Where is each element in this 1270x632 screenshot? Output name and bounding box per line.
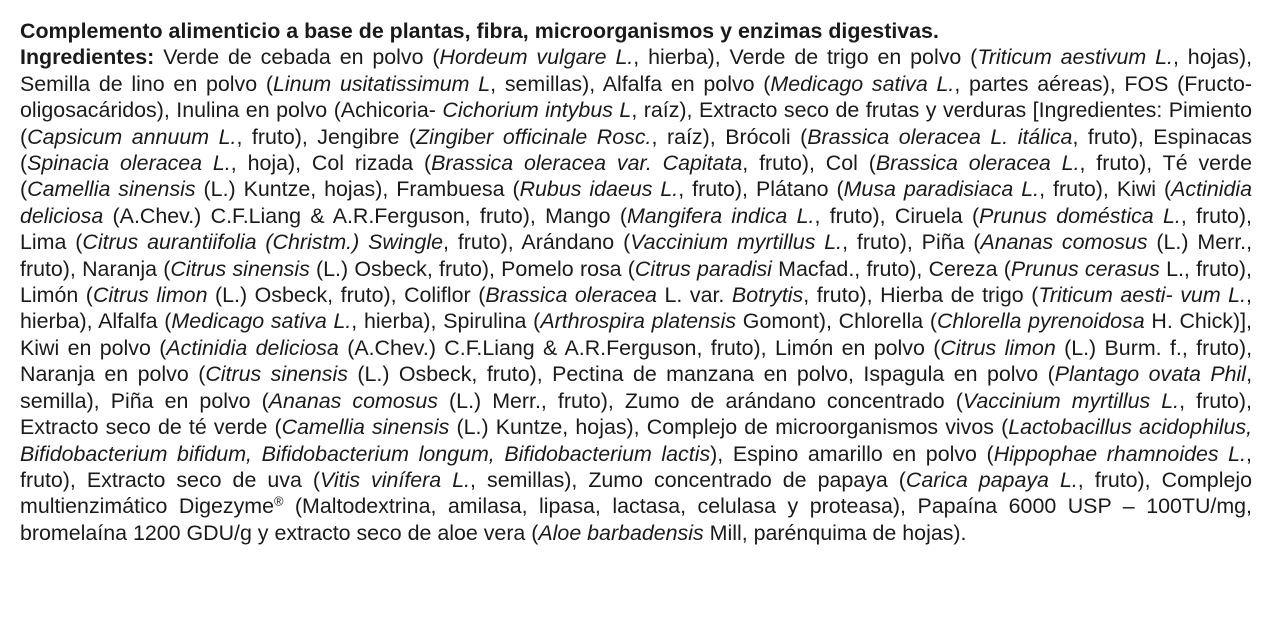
ingredient-text: Verde de cebada en polvo ( <box>154 45 440 70</box>
scientific-name: Linum usitatissimum L <box>272 71 491 96</box>
ingredient-text: , raíz), Brócoli ( <box>651 124 808 149</box>
scientific-name: Medicago sativa L. <box>770 71 955 96</box>
scientific-name: Brassica oleracea var. Capitata <box>431 151 743 176</box>
scientific-name: Carica papaya L. <box>905 467 1078 492</box>
scientific-name: Triticum aesti- vum L. <box>1038 283 1247 308</box>
registered-trademark-mark: ® <box>274 493 284 509</box>
ingredient-text: , fruto), Extracto seco de uva ( <box>20 441 1252 492</box>
ingredient-text: (L.) Merr., fruto), Zumo de arándano concentrado ( <box>437 388 963 413</box>
ingredient-text: (L.) Merr., fruto), Naranja ( <box>20 230 1253 281</box>
scientific-name: Citrus sinensis <box>205 362 348 387</box>
scientific-name: Ananas comosus <box>268 388 438 413</box>
scientific-name: Medicago sativa L. <box>171 309 352 334</box>
ingredient-text: (L.) Osbeck, fruto), Pomelo rosa ( <box>309 256 635 281</box>
ingredient-text: , hierba), Spirulina ( <box>351 309 541 334</box>
scientific-name: Rubus idaeus L. <box>519 177 679 202</box>
ingredient-text: H. Chick)], Kiwi en polvo ( <box>20 309 1252 360</box>
ingredient-text: , raíz), Extracto seco de frutas y verduras [Ingredientes: Pimiento ( <box>20 98 1252 149</box>
ingredient-text: (A.Chev.) C.F.Liang & A.R.Ferguson, fruto), Mango ( <box>103 203 627 228</box>
ingredient-text: (L.) Burm. f., fruto), Naranja en polvo ( <box>20 335 1253 387</box>
scientific-name: Vitis vinífera L. <box>320 467 471 492</box>
ingredient-text: , hojas), Semilla de lino en polvo ( <box>20 45 1253 96</box>
ingredient-text: , fruto), Espinacas ( <box>20 124 1252 176</box>
scientific-name: Prunus doméstica L. <box>979 203 1181 228</box>
scientific-name: Musa paradisiaca L. <box>843 177 1040 202</box>
ingredient-text: , fruto), Piña ( <box>842 230 981 255</box>
ingredient-text: , partes aéreas), FOS (Fructo-oligosacáridos), Inulina en polvo (Achicoria- <box>20 71 1252 123</box>
ingredient-text: L., fruto), Limón ( <box>20 256 1252 308</box>
scientific-name: Capsicum annuum L. <box>27 124 237 149</box>
ingredient-text: , fruto), Extracto seco de té verde ( <box>20 388 1253 440</box>
scientific-name: Camellia sinensis <box>27 177 196 202</box>
product-description-title: Complemento alimenticio a base de plantas, fibra, microorganismos y enzimas digestivas. <box>20 19 939 43</box>
scientific-name: Spinacia oleracea L. <box>27 151 231 176</box>
ingredient-text: , hierba), Alfalfa ( <box>20 283 1252 334</box>
scientific-name: Arthrospira platensis <box>540 309 737 334</box>
product-label <box>20 18 1252 546</box>
ingredient-text: , semilla), Piña en polvo ( <box>20 362 1253 413</box>
ingredient-text: , hoja), Col rizada ( <box>230 151 432 176</box>
scientific-name: Citrus limon <box>92 283 208 308</box>
ingredient-text: (L.) Kuntze, hojas), Complejo de microorganismos vivos ( <box>449 415 1009 440</box>
scientific-name: Cichorium intybus L <box>442 98 632 123</box>
scientific-name: Vaccinium myrtillus L. <box>962 388 1180 413</box>
scientific-name: Plantago ovata Phil <box>1054 362 1247 387</box>
ingredient-text: , fruto), Col ( <box>742 151 876 176</box>
ingredient-text: , hierba), Verde de trigo en polvo ( <box>633 45 978 70</box>
scientific-name: Citrus sinensis <box>170 256 310 281</box>
scientific-name: Aloe barbadensis <box>538 520 704 545</box>
scientific-name: Actinidia deliciosa <box>166 335 339 360</box>
scientific-name: Prunus cerasus <box>1010 256 1160 281</box>
ingredient-text: (Maltodextrina, amilasa, lipasa, lactasa, celulasa y proteasa), Papaína 6000 USP – 100TU/mg, bromelaína 1200 GDU/g y extracto seco de aloe vera ( <box>20 494 1252 545</box>
scientific-name: Vaccinium myrtillus L. <box>630 230 843 255</box>
ingredient-text: Macfad., fruto), Cereza ( <box>771 256 1011 281</box>
scientific-name: Triticum aestivum L. <box>977 45 1173 70</box>
scientific-name: Actinidia deliciosa <box>20 177 1253 228</box>
scientific-name: Brassica oleracea L. itálica <box>807 124 1073 149</box>
ingredient-text: (L.) Osbeck, fruto), Pectina de manzana en polvo, Ispagula en polvo ( <box>347 362 1055 387</box>
ingredient-text: ), Espino amarillo en polvo ( <box>710 441 994 466</box>
scientific-name: Hippophae rhamnoides L. <box>993 441 1247 466</box>
ingredient-text: Mill, parénquima de hojas). <box>703 520 967 545</box>
scientific-name: Ananas comosus <box>980 230 1148 255</box>
ingredient-text: L. var. <box>656 283 732 308</box>
ingredient-text: , fruto), Kiwi ( <box>1039 177 1172 202</box>
ingredient-text: Gomont), Chlorella ( <box>736 309 937 334</box>
scientific-name: Lactobacillus acidophilus, Bifidobacterium bifidum, Bifidobacterium longum, Bifidobacterium lactis <box>20 415 1253 466</box>
ingredient-text: , fruto), Lima ( <box>20 203 1252 255</box>
scientific-name: Camellia sinensis <box>281 415 450 440</box>
ingredient-text: (L.) Osbeck, fruto), Coliflor ( <box>207 283 486 308</box>
ingredients-heading: Ingredientes: <box>20 45 155 70</box>
ingredient-text: , fruto), Arándano ( <box>443 230 631 255</box>
scientific-name: Hordeum vulgare L. <box>439 45 634 70</box>
scientific-name: Botrytis <box>731 283 804 308</box>
ingredient-text: (L.) Kuntze, hojas), Frambuesa ( <box>195 177 520 202</box>
ingredient-text: , fruto), Complejo multienzimático Digezyme <box>20 467 1252 519</box>
scientific-name: Chlorella pyrenoidosa <box>936 309 1145 334</box>
scientific-name: Mangifera indica L. <box>626 203 815 228</box>
ingredient-text: , fruto), Jengibre ( <box>236 124 417 149</box>
ingredient-text: , fruto), Plátano ( <box>678 177 844 202</box>
ingredients-paragraph <box>20 44 1252 546</box>
ingredient-text: , fruto), Té verde ( <box>20 151 1252 202</box>
ingredient-text: , semillas), Alfalfa en polvo ( <box>490 71 771 96</box>
ingredient-text: (A.Chev.) C.F.Liang & A.R.Ferguson, fruto), Limón en polvo ( <box>338 335 941 360</box>
ingredient-text: , fruto), Ciruela ( <box>814 203 980 228</box>
ingredient-text: , semillas), Zumo concentrado de papaya ( <box>470 467 906 492</box>
scientific-name: Citrus aurantiifolia (Christm.) Swingle <box>82 230 444 255</box>
scientific-name: Citrus limon <box>940 335 1056 360</box>
scientific-name: Citrus paradisi <box>634 256 772 281</box>
scientific-name: Zingiber officinale Rosc. <box>416 124 652 149</box>
scientific-name: Brassica oleracea <box>485 283 657 308</box>
ingredient-text: , fruto), Hierba de trigo ( <box>803 283 1039 308</box>
scientific-name: Brassica oleracea L. <box>875 151 1080 176</box>
